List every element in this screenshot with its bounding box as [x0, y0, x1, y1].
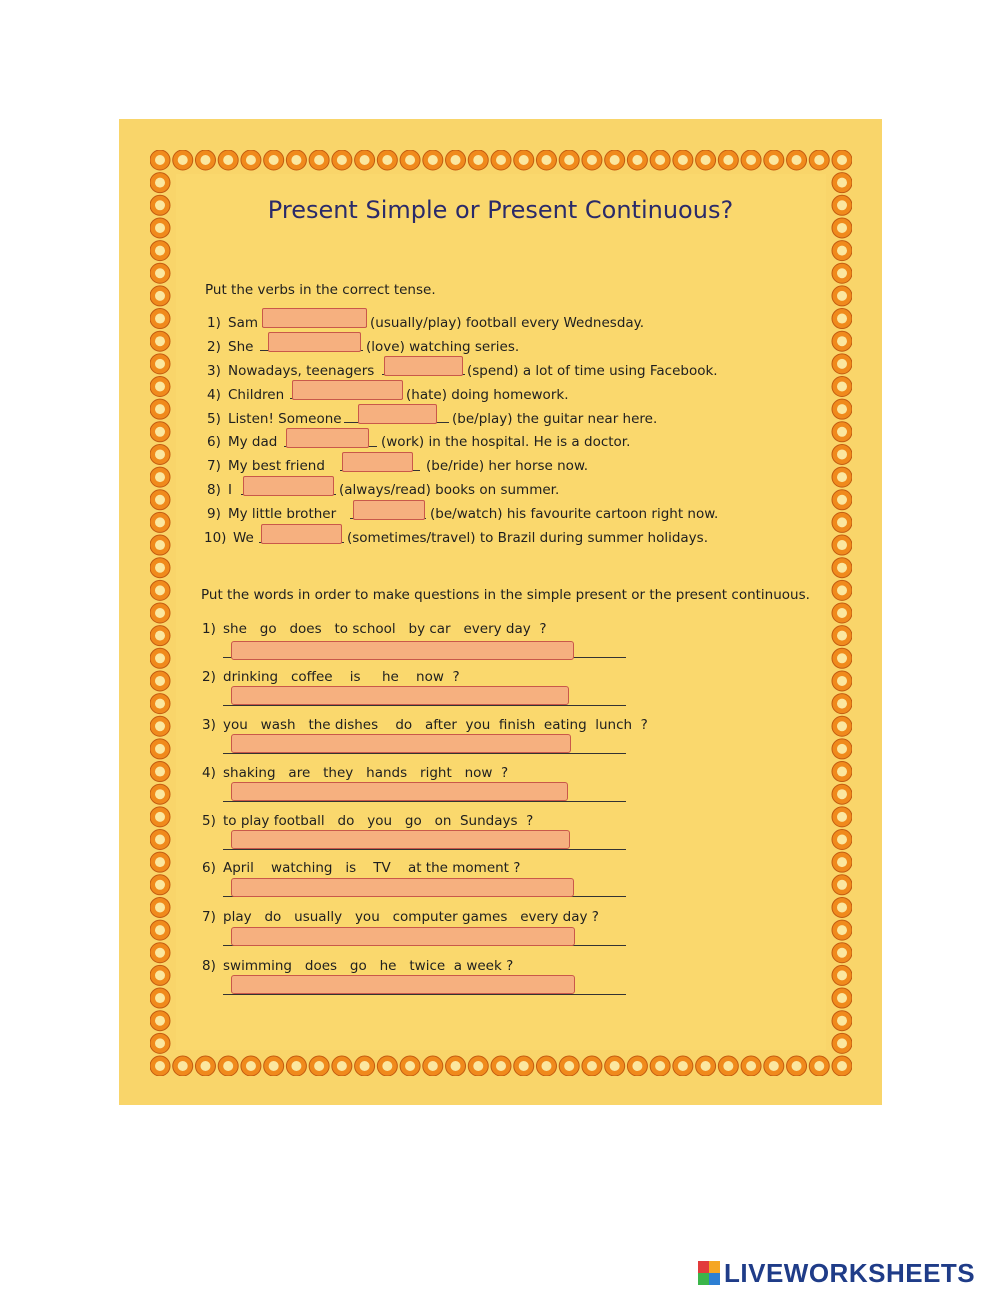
- answer-box[interactable]: [261, 524, 342, 544]
- flower-icon: [832, 988, 852, 1008]
- answer-box[interactable]: [384, 356, 463, 376]
- flower-icon: [673, 1056, 693, 1076]
- flower-icon: [741, 1056, 761, 1076]
- flower-icon: [605, 1056, 625, 1076]
- flower-icon: [832, 920, 852, 940]
- question-words: April watching is TV at the moment ?: [223, 860, 521, 876]
- logo-text: LIVEWORKSHEETS: [724, 1257, 976, 1288]
- flower-icon: [150, 1033, 170, 1053]
- answer-underline: [223, 801, 626, 802]
- flower-icon: [832, 512, 852, 532]
- flower-icon: [832, 671, 852, 691]
- item-text-before: Nowadays, teenagers: [228, 363, 375, 379]
- flower-icon: [150, 286, 170, 306]
- flower-icon: [150, 399, 170, 419]
- flower-icon: [150, 943, 170, 963]
- flower-icon: [150, 512, 170, 532]
- flower-icon: [559, 150, 579, 170]
- flower-icon: [832, 626, 852, 646]
- flower-icon: [832, 897, 852, 917]
- flower-icon: [173, 1056, 193, 1076]
- question-words: play do usually you computer games every day ?: [223, 909, 599, 925]
- answer-box-wide[interactable]: [231, 734, 571, 753]
- flower-icon: [423, 1056, 443, 1076]
- flower-icon: [696, 150, 716, 170]
- flower-icon: [195, 1056, 215, 1076]
- item-number: 1): [207, 315, 221, 331]
- item-text-before: We: [233, 530, 254, 546]
- item-text-after: (usually/play) football every Wednesday.: [370, 315, 645, 331]
- flower-icon: [150, 648, 170, 668]
- question-words: she go does to school by car every day ?: [223, 621, 547, 637]
- flower-icon: [832, 354, 852, 374]
- flower-icon: [332, 150, 352, 170]
- answer-box-wide[interactable]: [231, 782, 568, 801]
- flower-icon: [650, 1056, 670, 1076]
- flower-icon: [286, 1056, 306, 1076]
- worksheet-title: Present Simple or Present Continuous?: [267, 196, 734, 224]
- flower-icon: [832, 716, 852, 736]
- flower-icon: [514, 1056, 534, 1076]
- answer-box[interactable]: [262, 308, 367, 328]
- flower-icon: [423, 150, 443, 170]
- item-text-before: Children: [228, 387, 285, 403]
- item-text-before: She: [228, 339, 254, 355]
- question-words: drinking coffee is he now ?: [223, 669, 460, 685]
- flower-icon: [150, 150, 170, 170]
- flower-icon: [491, 1056, 511, 1076]
- flower-icon: [150, 1011, 170, 1031]
- flower-icon: [377, 1056, 397, 1076]
- flower-icon: [832, 965, 852, 985]
- flower-icon: [150, 694, 170, 714]
- flower-icon: [832, 377, 852, 397]
- item-text-after: (spend) a lot of time using Facebook.: [467, 363, 718, 379]
- answer-underline: [223, 849, 626, 850]
- flower-icon: [150, 467, 170, 487]
- flower-icon: [150, 241, 170, 261]
- question-number: 7): [202, 909, 216, 925]
- flower-icon: [150, 830, 170, 850]
- item-text-before: Listen! Someone: [228, 411, 342, 427]
- flower-icon: [286, 150, 306, 170]
- flower-icon: [150, 354, 170, 374]
- flower-icon: [787, 150, 807, 170]
- item-number: 3): [207, 363, 221, 379]
- flower-icon: [832, 943, 852, 963]
- flower-icon: [468, 150, 488, 170]
- flower-icon: [150, 762, 170, 782]
- flower-icon: [832, 875, 852, 895]
- item-text-after: (sometimes/travel) to Brazil during summer holidays.: [347, 530, 708, 546]
- flower-icon: [832, 558, 852, 578]
- item-number: 10): [204, 530, 227, 546]
- flower-icon: [150, 965, 170, 985]
- flower-icon: [718, 150, 738, 170]
- flower-icon: [446, 1056, 466, 1076]
- item-number: 9): [207, 506, 221, 522]
- flower-icon: [173, 150, 193, 170]
- part2-instruction: Put the words in order to make questions in the simple present or the present continuous.: [201, 587, 810, 603]
- answer-underline: [223, 705, 626, 706]
- flower-icon: [809, 150, 829, 170]
- flower-icon: [718, 1056, 738, 1076]
- question-number: 2): [202, 669, 216, 685]
- flower-icon: [150, 490, 170, 510]
- flower-icon: [150, 377, 170, 397]
- flower-icon: [150, 173, 170, 193]
- answer-box-wide[interactable]: [231, 927, 575, 946]
- question-words: to play football do you go on Sundays ?: [223, 813, 534, 829]
- flower-icon: [832, 173, 852, 193]
- flower-icon: [582, 150, 602, 170]
- flower-icon: [150, 875, 170, 895]
- flower-icon: [150, 671, 170, 691]
- flower-icon: [627, 1056, 647, 1076]
- item-text-before: My little brother: [228, 506, 337, 522]
- answer-box-wide[interactable]: [231, 878, 574, 897]
- flower-icon: [832, 830, 852, 850]
- part1-instruction: Put the verbs in the correct tense.: [205, 282, 436, 298]
- flower-icon: [218, 150, 238, 170]
- item-number: 4): [207, 387, 221, 403]
- flower-icon: [764, 150, 784, 170]
- item-text-after: (be/play) the guitar near here.: [452, 411, 658, 427]
- flower-icon: [400, 1056, 420, 1076]
- flower-icon: [832, 852, 852, 872]
- flower-icon: [832, 490, 852, 510]
- flower-icon: [832, 535, 852, 555]
- flower-icon: [559, 1056, 579, 1076]
- question-words: you wash the dishes do after you finish eating lunch ?: [223, 717, 648, 733]
- flower-icon: [832, 399, 852, 419]
- flower-icon: [264, 150, 284, 170]
- flower-icon: [150, 331, 170, 351]
- question-words: shaking are they hands right now ?: [223, 765, 509, 781]
- item-number: 7): [207, 458, 221, 474]
- question-number: 1): [202, 621, 216, 637]
- flower-icon: [150, 716, 170, 736]
- flower-icon: [468, 1056, 488, 1076]
- item-text-after: (work) in the hospital. He is a doctor.: [381, 434, 631, 450]
- flower-icon: [832, 241, 852, 261]
- flower-icon: [150, 263, 170, 283]
- answer-box-wide[interactable]: [231, 641, 574, 660]
- flower-icon: [832, 286, 852, 306]
- flower-icon: [218, 1056, 238, 1076]
- logo-mark-icon: [698, 1261, 720, 1285]
- flower-icon: [832, 1033, 852, 1053]
- flower-icon: [832, 784, 852, 804]
- item-text-after: (hate) doing homework.: [406, 387, 569, 403]
- answer-box-wide[interactable]: [231, 975, 575, 994]
- flower-icon: [832, 807, 852, 827]
- liveworksheets-logo: [698, 1258, 975, 1288]
- flower-icon: [241, 1056, 261, 1076]
- flower-icon: [650, 150, 670, 170]
- flower-icon: [696, 1056, 716, 1076]
- answer-underline: [223, 753, 626, 754]
- item-number: 6): [207, 434, 221, 450]
- answer-box[interactable]: [268, 332, 361, 352]
- flower-icon: [787, 1056, 807, 1076]
- flower-icon: [377, 150, 397, 170]
- question-number: 3): [202, 717, 216, 733]
- flower-icon: [832, 309, 852, 329]
- flower-icon: [150, 920, 170, 940]
- answer-box[interactable]: [286, 428, 369, 448]
- question-number: 5): [202, 813, 216, 829]
- flower-icon: [536, 150, 556, 170]
- answer-underline: [223, 994, 626, 995]
- answer-box[interactable]: [353, 500, 425, 520]
- flower-icon: [150, 603, 170, 623]
- item-text-before: My best friend: [228, 458, 325, 474]
- flower-icon: [605, 150, 625, 170]
- flower-icon: [150, 739, 170, 759]
- flower-icon: [150, 807, 170, 827]
- flower-icon: [832, 1056, 852, 1076]
- flower-icon: [832, 422, 852, 442]
- item-number: 5): [207, 411, 221, 427]
- item-text-before: I: [228, 482, 232, 498]
- item-text-after: (be/ride) her horse now.: [426, 458, 589, 474]
- flower-icon: [832, 467, 852, 487]
- flower-icon: [355, 150, 375, 170]
- flower-icon: [832, 739, 852, 759]
- flower-icon: [241, 150, 261, 170]
- answer-box[interactable]: [342, 452, 413, 472]
- item-number: 8): [207, 482, 221, 498]
- flower-icon: [150, 558, 170, 578]
- flower-icon: [832, 150, 852, 170]
- item-text-before: Sam: [228, 315, 258, 331]
- answer-box[interactable]: [243, 476, 334, 496]
- flower-icon: [832, 694, 852, 714]
- flower-icon: [195, 150, 215, 170]
- flower-icon: [764, 1056, 784, 1076]
- flower-icon: [355, 1056, 375, 1076]
- flower-icon: [400, 150, 420, 170]
- flower-icon: [832, 1011, 852, 1031]
- flower-icon: [150, 535, 170, 555]
- flower-icon: [832, 580, 852, 600]
- flower-icon: [832, 762, 852, 782]
- flower-icon: [809, 1056, 829, 1076]
- flower-icon: [150, 580, 170, 600]
- flower-icon: [536, 1056, 556, 1076]
- flower-icon: [150, 988, 170, 1008]
- flower-icon: [741, 150, 761, 170]
- answer-box-wide[interactable]: [231, 686, 569, 705]
- flower-icon: [491, 150, 511, 170]
- flower-icon: [832, 444, 852, 464]
- question-number: 4): [202, 765, 216, 781]
- answer-box[interactable]: [358, 404, 437, 424]
- flower-icon: [673, 150, 693, 170]
- question-number: 8): [202, 958, 216, 974]
- flower-icon: [150, 1056, 170, 1076]
- question-words: swimming does go he twice a week ?: [223, 958, 514, 974]
- answer-box-wide[interactable]: [231, 830, 570, 849]
- flower-icon: [150, 626, 170, 646]
- flower-icon: [150, 784, 170, 804]
- flower-icon: [150, 852, 170, 872]
- flower-icon: [832, 603, 852, 623]
- flower-icon: [150, 897, 170, 917]
- flower-icon: [446, 150, 466, 170]
- item-text-after: (love) watching series.: [366, 339, 520, 355]
- question-number: 6): [202, 860, 216, 876]
- item-text-before: My dad: [228, 434, 278, 450]
- flower-icon: [582, 1056, 602, 1076]
- flower-icon: [514, 150, 534, 170]
- flower-icon: [150, 444, 170, 464]
- flower-icon: [832, 263, 852, 283]
- flower-icon: [832, 648, 852, 668]
- flower-icon: [150, 309, 170, 329]
- item-number: 2): [207, 339, 221, 355]
- flower-icon: [627, 150, 647, 170]
- flower-icon: [309, 1056, 329, 1076]
- flower-icon: [150, 422, 170, 442]
- flower-icon: [264, 1056, 284, 1076]
- flower-icon: [832, 331, 852, 351]
- flower-icon: [309, 150, 329, 170]
- item-text-after: (always/read) books on summer.: [339, 482, 560, 498]
- item-text-after: (be/watch) his favourite cartoon right now.: [430, 506, 719, 522]
- flower-icon: [332, 1056, 352, 1076]
- answer-box[interactable]: [292, 380, 403, 400]
